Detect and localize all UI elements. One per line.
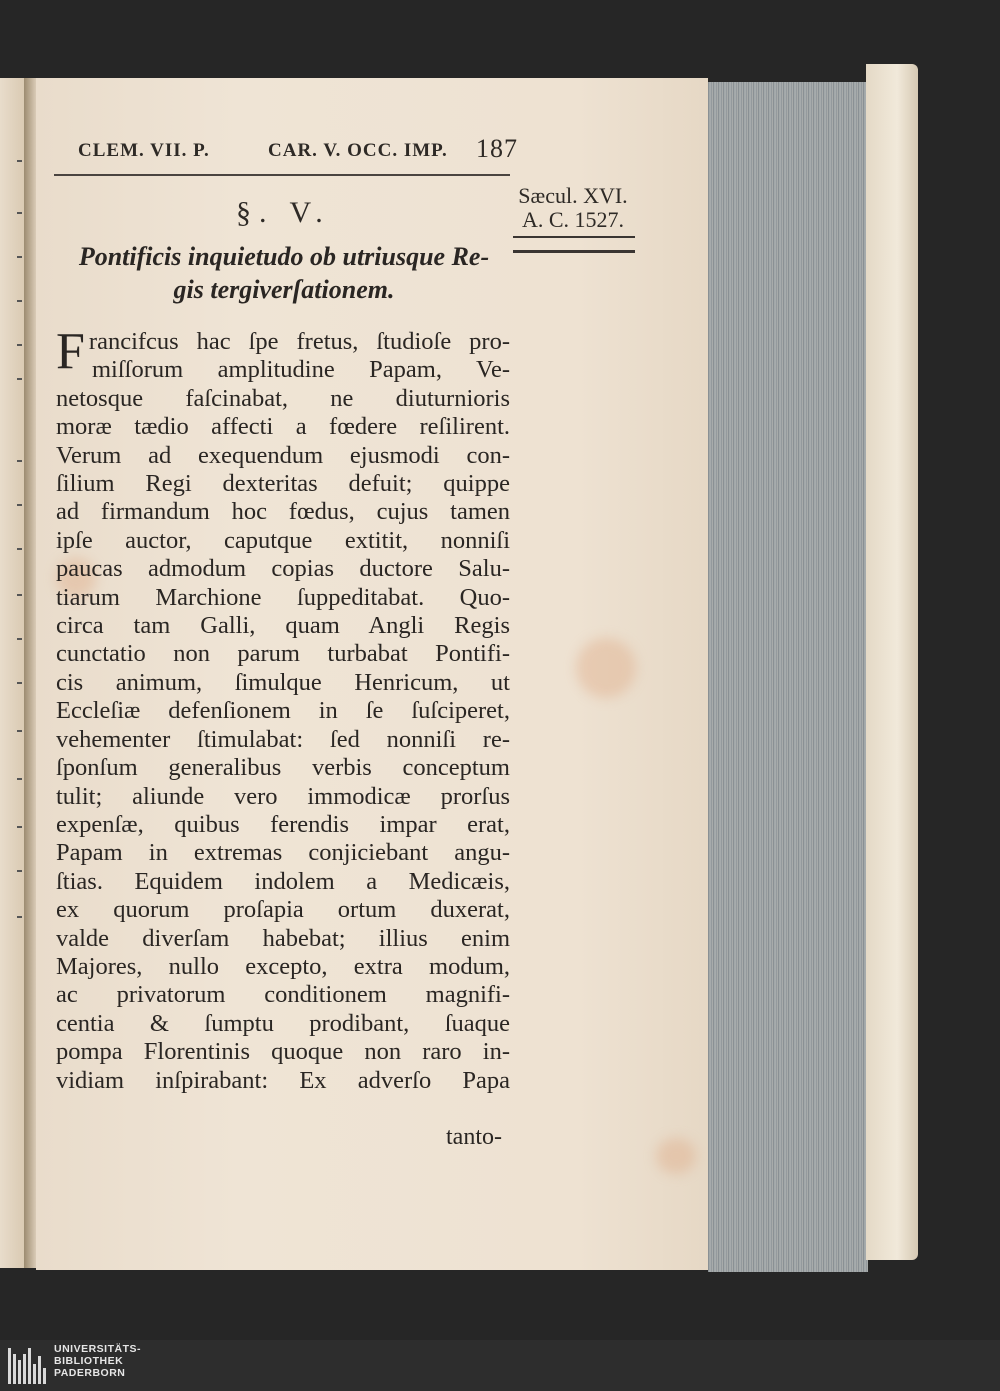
logo-line-2: BIBLIOTHEK — [54, 1355, 124, 1367]
text-line: ipſe auctor, caputque extitit, nonniſi — [56, 526, 510, 554]
library-footer — [0, 1340, 1000, 1391]
text-line: Papam in extremas conjiciebant angu- — [56, 839, 510, 867]
text-line: paucas admodum copias ductore Salu- — [56, 555, 510, 583]
page-number: 187 — [476, 134, 518, 163]
text-line: moræ tædio affecti a fœdere reſilirent. — [56, 413, 510, 441]
text-line: Majores, nullo excepto, extra modum, — [56, 952, 510, 980]
margin-note-century: Sæcul. XVI. — [518, 183, 628, 208]
text-line: rancifcus hac ſpe fretus, ſtudioſe pro- — [88, 328, 510, 355]
text-line: pompa Florentinis quoque non raro in- — [56, 1038, 510, 1066]
text-line: tulit; aliunde vero immodicæ prorſus — [56, 782, 510, 810]
library-logo-icon — [8, 1348, 48, 1384]
page-block-edge — [708, 82, 868, 1272]
running-head — [78, 134, 518, 170]
text-line: vidiam inſpirabant: Ex adverſo Papa — [56, 1066, 510, 1094]
section-heading — [56, 240, 512, 306]
text-line: centia & ſumptu prodibant, ſuaque — [56, 1009, 510, 1037]
text-line: ex quorum proſapia ortum duxerat, — [56, 896, 510, 924]
book-cover-edge — [866, 64, 918, 1260]
logo-line-3: PADERBORN — [54, 1367, 126, 1379]
heading-line-2: gis tergiverſationem. — [173, 275, 395, 304]
text-line: cunctatio non parum turbabat Pontifi- — [56, 640, 510, 668]
library-logo-text — [54, 1343, 141, 1379]
text-line: expenſæ, quibus ferendis impar erat, — [56, 810, 510, 838]
heading-line-1: Pontificis inquietudo ob utriusque Re- — [78, 242, 490, 271]
text-line: Eccleſiæ defenſionem in ſe ſuſciperet, — [56, 697, 510, 725]
text-line: ac privatorum conditionem magnifi- — [56, 981, 510, 1009]
text-line: ſilium Regi dexteritas defuit; quippe — [56, 470, 510, 498]
margin-note-rule — [513, 236, 635, 238]
section-mark: §. V. — [236, 196, 331, 229]
header-rule — [54, 174, 510, 176]
logo-line-1: UNIVERSITÄTS- — [54, 1343, 142, 1355]
text-line: tiarum Marchione ſuppeditabat. Quo- — [56, 583, 510, 611]
text-line: circa tam Galli, quam Angli Regis — [56, 612, 510, 640]
drop-capital: F — [56, 323, 85, 380]
running-head-left: CLEM. VII. P. — [78, 140, 210, 161]
text-line: ad firmandum hoc fœdus, cujus tamen — [56, 498, 510, 526]
margin-note-rule-thick — [513, 250, 635, 253]
text-line: miſſorum amplitudine Papam, Ve- — [92, 356, 510, 384]
text-line: vehementer ſtimulabat: ſed nonniſi re- — [56, 725, 510, 753]
catchword: tanto- — [446, 1124, 502, 1150]
text-line: netosque faſcinabat, ne diuturnioris — [56, 384, 510, 412]
text-line: ſponſum generalibus verbis conceptum — [56, 754, 510, 782]
margin-note-year: A. C. 1527. — [521, 207, 625, 232]
text-line: cis animum, ſimulque Henricum, ut — [56, 668, 510, 696]
body-text — [56, 323, 510, 1095]
text-line: ſtias. Equidem indolem a Medicæis, — [56, 867, 510, 895]
margin-note — [508, 184, 638, 232]
text-line: Verum ad exequendum ejusmodi con- — [56, 441, 510, 469]
running-head-middle: CAR. V. OCC. IMP. — [268, 140, 448, 161]
text-line: valde diverſam habebat; illius enim — [56, 924, 510, 952]
